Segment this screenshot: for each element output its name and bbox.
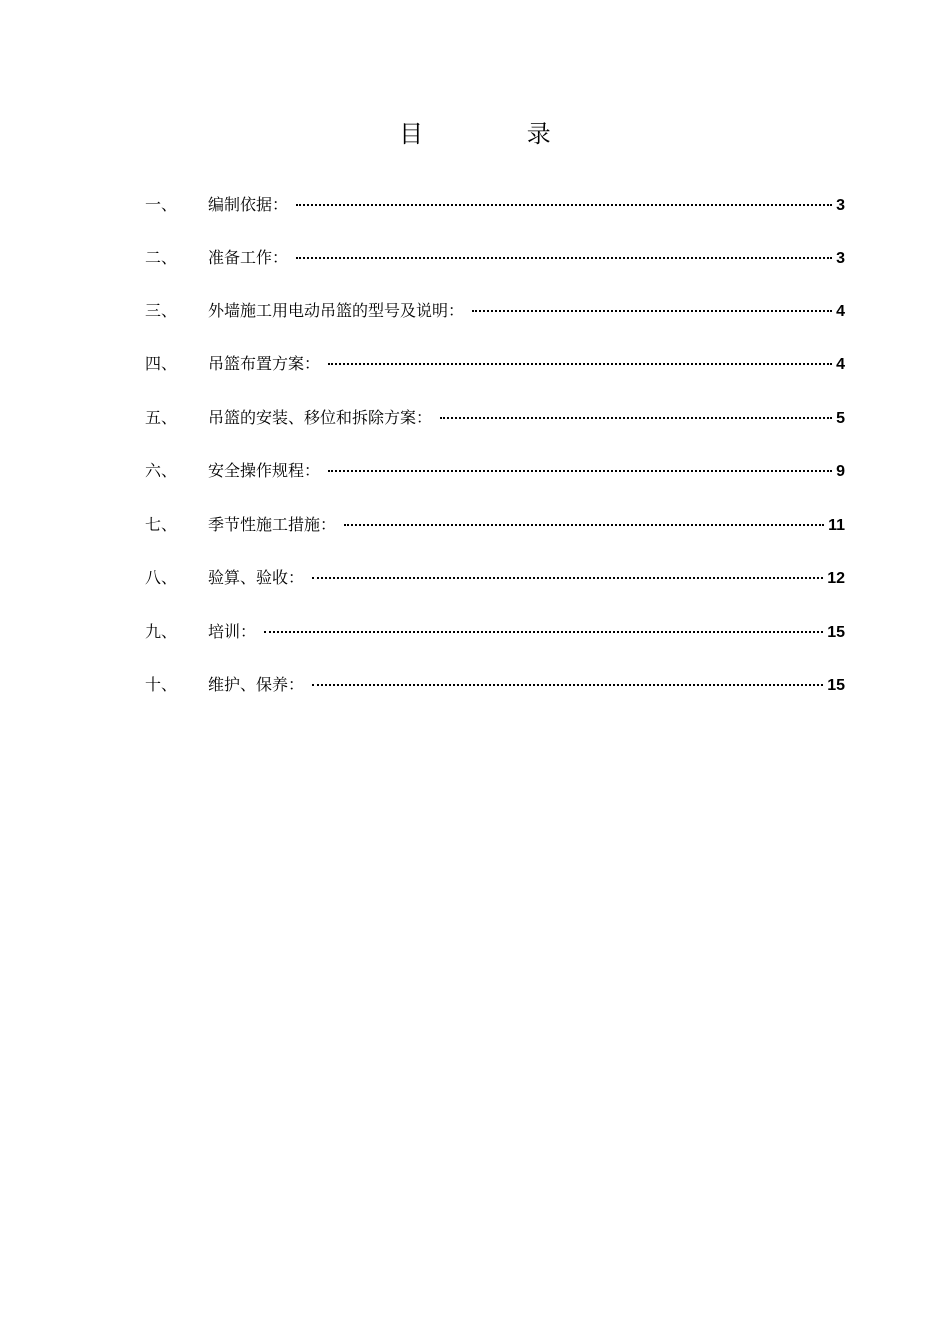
toc-entry-number: 八、	[145, 568, 178, 587]
toc-entry[interactable]	[145, 510, 845, 540]
toc-entry-page: 5	[836, 410, 845, 427]
toc-dot-leader	[344, 524, 824, 526]
toc-entry-number: 二、	[145, 248, 178, 267]
toc-entry-number: 九、	[145, 622, 178, 641]
toc-entry[interactable]	[145, 403, 845, 433]
toc-entry-number: 五、	[145, 408, 178, 427]
toc-entry[interactable]	[145, 617, 845, 647]
toc-entry-page: 11	[828, 517, 845, 534]
toc-entry-text: 验算、验收：	[208, 568, 305, 587]
toc-dot-leader	[440, 417, 832, 419]
toc-entry-page: 12	[827, 570, 845, 587]
toc-entry-page: 15	[827, 624, 845, 641]
toc-dot-leader	[472, 310, 832, 312]
toc-entry[interactable]	[145, 670, 845, 700]
toc-dot-leader	[328, 363, 832, 365]
toc-entry[interactable]	[145, 456, 845, 486]
toc-dot-leader	[296, 204, 832, 206]
toc-entry-page: 4	[836, 356, 845, 373]
toc-entry-text: 吊篮的安装、移位和拆除方案：	[208, 408, 433, 427]
toc-entry-number: 十、	[145, 675, 178, 694]
toc-entry[interactable]	[145, 190, 845, 220]
toc-dot-leader	[264, 631, 823, 633]
toc-entry[interactable]	[145, 296, 845, 326]
toc-entry-text: 吊篮布置方案：	[208, 354, 321, 373]
toc-title: 目 录	[399, 120, 599, 148]
toc-entry-text: 培训：	[208, 622, 257, 641]
toc-entry-text: 安全操作规程：	[208, 461, 321, 480]
toc-entry-text: 编制依据：	[208, 195, 289, 214]
toc-entry-page: 9	[836, 463, 845, 480]
toc-entry[interactable]	[145, 563, 845, 593]
toc-entry-number: 七、	[145, 515, 178, 534]
toc-entry-number: 三、	[145, 301, 178, 320]
toc-entry-number: 四、	[145, 354, 178, 373]
toc-entry-text: 季节性施工措施：	[208, 515, 337, 534]
toc-entry-text: 准备工作：	[208, 248, 289, 267]
toc-entry-page: 3	[836, 197, 845, 214]
toc-dot-leader	[328, 470, 832, 472]
toc-dot-leader	[296, 257, 832, 259]
toc-entry-page: 4	[836, 303, 845, 320]
toc-entry-page: 3	[836, 250, 845, 267]
toc-entry-number: 六、	[145, 461, 178, 480]
toc-entry-page: 15	[827, 677, 845, 694]
toc-entry-text: 外墙施工用电动吊篮的型号及说明：	[208, 301, 465, 320]
toc-entry-number: 一、	[145, 195, 178, 214]
toc-entry[interactable]	[145, 349, 845, 379]
toc-dot-leader	[312, 684, 823, 686]
toc-entry-text: 维护、保养：	[208, 675, 305, 694]
toc-dot-leader	[312, 577, 823, 579]
toc-entry[interactable]	[145, 243, 845, 273]
